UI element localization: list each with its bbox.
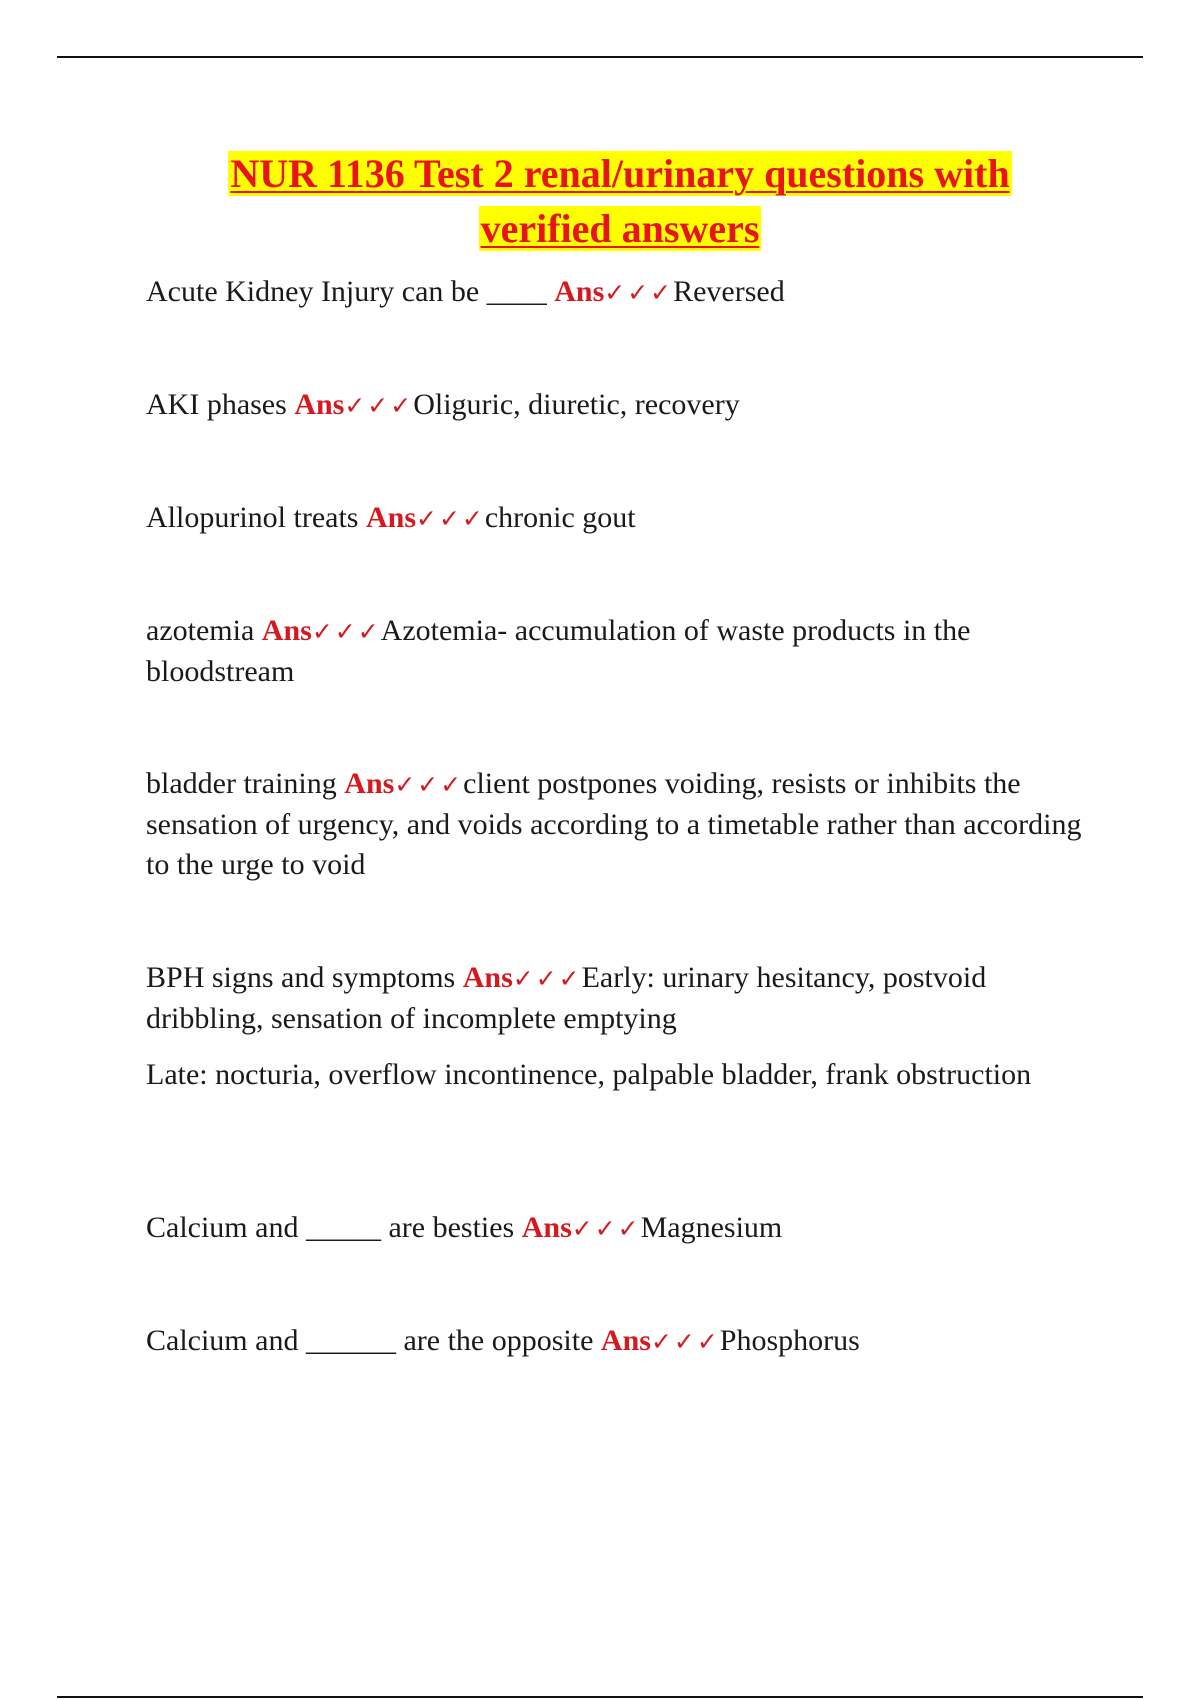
- qa-text: [146, 958, 1086, 1039]
- qa-item-allopurinol: [146, 498, 1086, 539]
- document-title: [130, 146, 1110, 256]
- qa-item-azotemia: [146, 611, 1086, 692]
- check-marks-icon: ✓✓✓: [512, 964, 582, 993]
- check-marks-icon: ✓✓✓: [416, 504, 485, 533]
- answer-label: Ans: [600, 1324, 651, 1357]
- answer-label: Ans: [261, 614, 312, 647]
- check-marks-icon: ✓✓✓: [344, 391, 414, 420]
- title-line-1: NUR 1136 Test 2 renal/urinary questions with: [230, 151, 1010, 196]
- qa-item-aki-phases: [146, 385, 1086, 426]
- answer-label: Ans: [554, 275, 605, 308]
- question-text: BPH signs and symptoms: [146, 961, 456, 994]
- qa-text: [146, 764, 1086, 885]
- qa-text: [146, 1208, 1086, 1249]
- answer-label: Ans: [521, 1211, 572, 1244]
- check-marks-icon: ✓✓✓: [311, 617, 381, 646]
- question-text: Allopurinol treats: [146, 501, 359, 534]
- answer-label: Ans: [365, 501, 416, 534]
- answer-text: chronic gout: [484, 501, 636, 534]
- check-marks-icon: ✓✓✓: [394, 770, 464, 799]
- qa-text: [146, 272, 1086, 313]
- question-text: azotemia: [146, 614, 255, 647]
- answer-text: Azotemia- accumulation of waste products in the bloodstream: [146, 614, 971, 688]
- question-text: Calcium and _____ are besties: [146, 1211, 515, 1244]
- title-line-2: verified answers: [480, 206, 760, 251]
- answer-text: Early: urinary hesitancy, postvoid dribbling, sensation of incomplete emptying: [146, 961, 987, 1035]
- qa-item-calcium-magnesium: [146, 1208, 1086, 1249]
- question-text: AKI phases: [146, 388, 287, 421]
- answer-text: Reversed: [673, 275, 785, 308]
- check-marks-icon: ✓✓✓: [604, 278, 674, 307]
- answer-label: Ans: [294, 388, 345, 421]
- top-rule: [57, 56, 1143, 58]
- qa-text: [146, 385, 1086, 426]
- bottom-rule: [57, 1696, 1143, 1698]
- answer-text: Magnesium: [640, 1211, 783, 1244]
- answer-text: client postpones voiding, resists or inhibits the sensation of urgency, and voids according to a timetable rather than according to the urge to void: [146, 767, 1082, 881]
- qa-item-bph-signs: [146, 958, 1086, 1095]
- qa-item-calcium-phosphorus: [146, 1321, 1086, 1362]
- answer-text: Oliguric, diuretic, recovery: [413, 388, 740, 421]
- check-marks-icon: ✓✓✓: [650, 1327, 720, 1356]
- answer-text: Phosphorus: [719, 1324, 860, 1357]
- answer-extra-text: Late: nocturia, overflow incontinence, palpable bladder, frank obstruction: [146, 1058, 1032, 1091]
- qa-text: [146, 611, 1086, 692]
- qa-text: [146, 498, 1086, 539]
- answer-label: Ans: [344, 767, 395, 800]
- check-marks-icon: ✓✓✓: [571, 1214, 641, 1243]
- question-text: Acute Kidney Injury can be ____: [146, 275, 547, 308]
- qa-item-bladder-training: [146, 764, 1086, 885]
- qa-text: [146, 1321, 1086, 1362]
- qa-item-acute-kidney-injury: [146, 272, 1086, 313]
- answer-label: Ans: [462, 961, 513, 994]
- question-text: bladder training: [146, 767, 337, 800]
- question-text: Calcium and ______ are the opposite: [146, 1324, 594, 1357]
